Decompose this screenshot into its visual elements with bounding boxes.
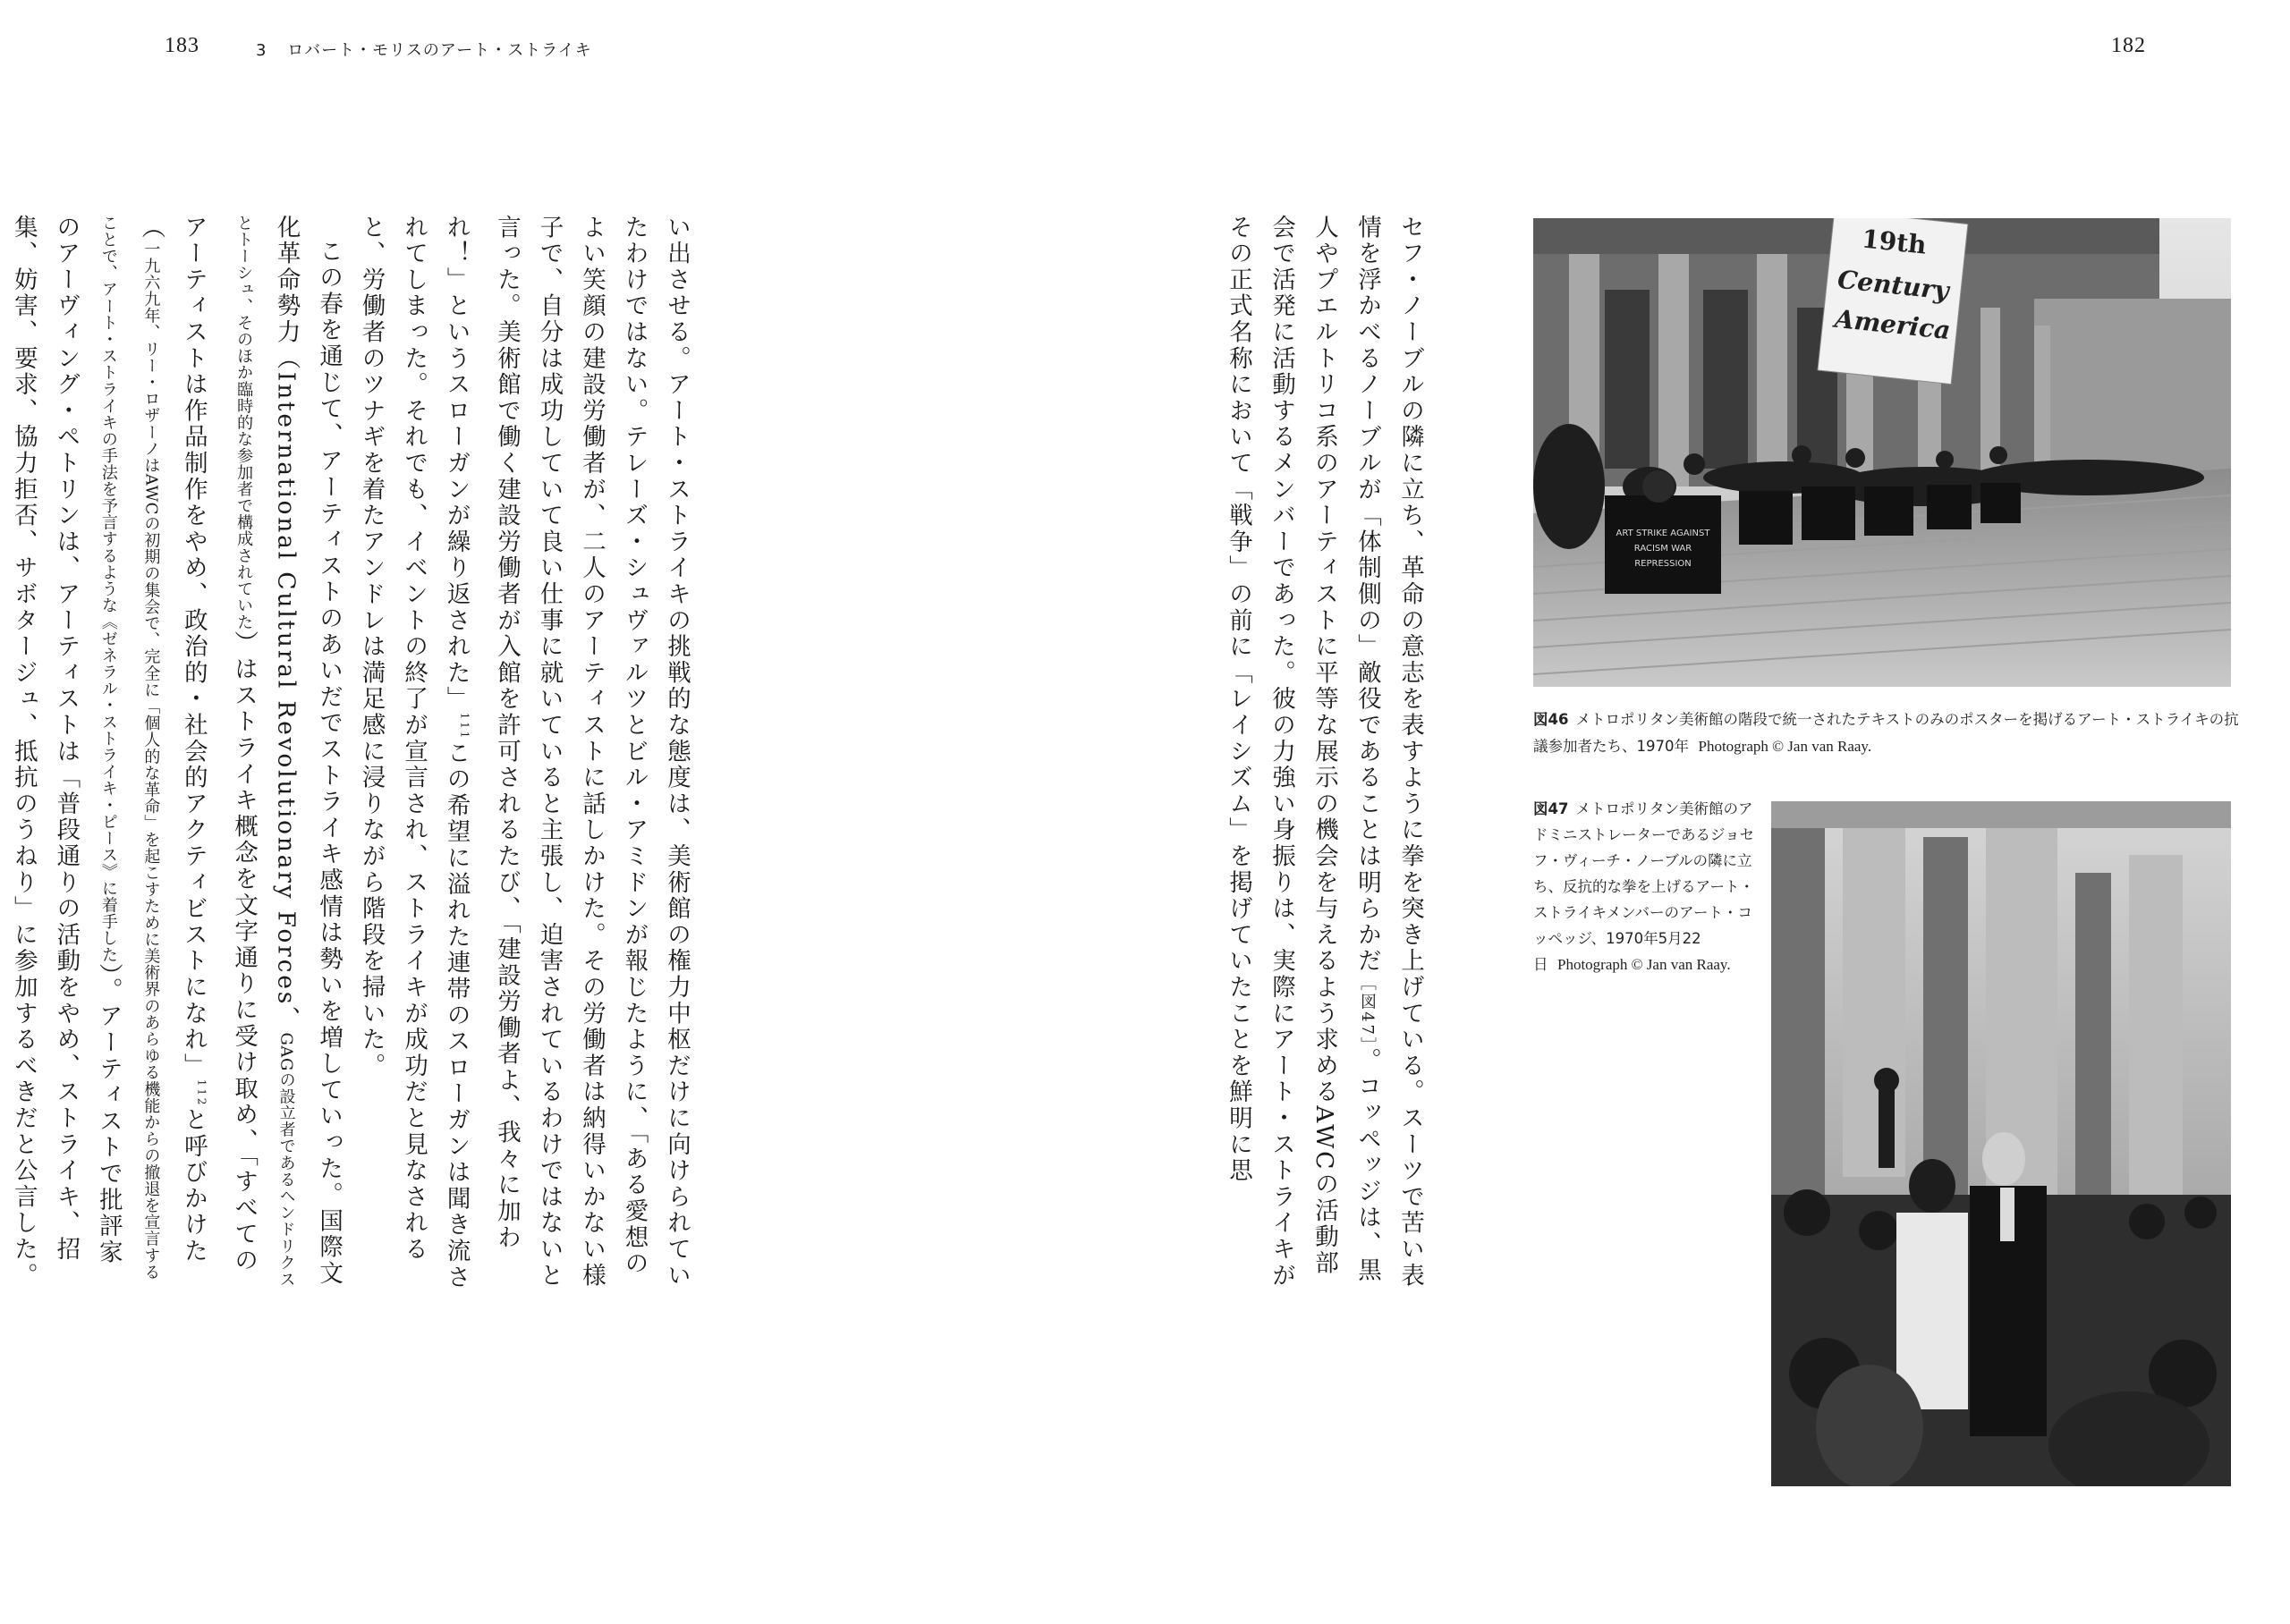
figure-46-photo bbox=[1533, 218, 2231, 687]
banner-line-3: America bbox=[1833, 303, 1952, 346]
footnote-marker-112: 112 bbox=[195, 1078, 208, 1108]
right-text-b: 。コッペッジは、黒人やプエルトリコ系のアーティストに平等な展示の機会を与えるよう求めるAWCの活動部会で活発に活動するメンバーであった。彼の力強い身振りは、実際にアート・ストライキがその正式名称において「戦争」の前に「レイシズム」を掲げていたことを鮮明に思 bbox=[1225, 215, 1381, 1290]
poster-text-line-1: ART STRIKE AGAINST bbox=[1616, 529, 1710, 538]
right-text-a: セフ・ノーブルの隣に立ち、革命の意志を表すように拳を突き上げている。スーツで苦い表情を浮かべるノーブルが「体制側の」敵役であることは明らかだ bbox=[1353, 215, 1424, 1290]
left-page-number: 183 bbox=[165, 34, 199, 57]
figure-47-caption-text: メトロポリタン美術館のアドミニストレーターであるジョセフ・ヴィーチ・ノーブルの隣に立ち、反抗的な拳を上げるアート・ストライキメンバーのアート・コッペッジ、1970年5月22日 bbox=[1533, 800, 1755, 973]
figure-47-label: 図47 bbox=[1533, 800, 1569, 817]
poster-text-line-3: REPRESSION bbox=[1634, 559, 1692, 569]
paragraph-1-text-b: この希望に溢れた連帯のスローガンは聞き流されてしまった。それでも、イベントの終了が宣言され、ストライキが成功だと見なされると、労働者のツナギを着たアンドレは満足感に浸りながら階段を掃いた。 bbox=[357, 215, 471, 1291]
figure-46-credit: Photograph © Jan van Raay. bbox=[1698, 738, 1872, 755]
footnote-marker-111: 111 bbox=[458, 712, 471, 741]
paragraph-2-text-b: ）はストライキ概念を文字通りに受け取め、「すべてのアーティストは作品制作をやめ、政治的・社会的アクティビストになれ」 bbox=[179, 215, 259, 1274]
paragraph-2-text-a: この春を通じて、アーティストのあいだでストライキ感情は勢いを増していった。国際文化革命勢力（International Cultural Revolutionary Forces、 bbox=[272, 215, 344, 1287]
right-page-body bbox=[1225, 215, 1431, 1291]
museum-steps-image bbox=[1533, 218, 2231, 687]
paragraph-1 bbox=[350, 215, 698, 1291]
right-paragraph bbox=[1217, 215, 1431, 1291]
figure-reference: ［図47］ bbox=[1358, 974, 1377, 1048]
paragraph-2-note-2: 一九六九年、リー・ロザーノはAWCの初期の集会で、完全に「個人的な革命」を起こすために美術界のあらゆる機能からの撤退を宣言することで、アート・ストライキの手法を予言するような《ゼネラル・ストライキ・ピース》に着手した bbox=[98, 215, 161, 1281]
protest-fist-image bbox=[1771, 801, 2231, 1486]
figure-47-photo bbox=[1771, 801, 2231, 1486]
running-head bbox=[256, 38, 592, 61]
figure-46-caption-text: メトロポリタン美術館の階段で統一されたテキストのみのポスターを掲げるアート・ストライキの抗議参加者たち、1970年 bbox=[1533, 711, 2239, 755]
poster-text-line-2: RACISM WAR bbox=[1633, 544, 1692, 554]
left-page-body bbox=[9, 215, 698, 1291]
banner-line-2: Century bbox=[1836, 264, 1951, 306]
paragraph-1-text-a: い出させる。アート・ストライキの挑戦的な態度は、美術館の権力中枢だけに向けられていたわけではない。テレーズ・シュヴァルツとビル・アミドンが報じたように、「ある愛想のよい笑顔の建設労働者が、二人のアーティストに話しかけた。その労働者は納得いかない様子で、自分は成功していて良い仕事に就いていると主張し、迫害されているわけではないと言った。美術館で働く建設労働者が入館を許可されるたび、「建設労働者よ、我々に加われ！」というスローガンが繰り返された」 bbox=[442, 215, 691, 1290]
right-page-number: 182 bbox=[2111, 34, 2146, 57]
banner-line-1: 19th bbox=[1860, 224, 1929, 260]
paragraph-2-text-c: と呼びかけた（ bbox=[137, 215, 208, 1265]
chapter-title: ロバート・モリスのアート・ストライキ bbox=[287, 41, 592, 60]
figure-46-caption bbox=[1533, 706, 2240, 760]
figure-46-label: 図46 bbox=[1533, 711, 1569, 728]
figure-47-caption bbox=[1533, 796, 1757, 977]
paragraph-2-text-d: ）。アーティストで批評家のアーヴィング・ペトリンは、アーティストは「普段通りの活動をやめ、ストライキ、招集、妨害、要求、協力拒否、サボタージュ、抵抗のうねり」に参加するべきだと公言した。 bbox=[9, 215, 123, 1290]
paragraph-2 bbox=[0, 215, 350, 1291]
paragraph-2-note-1: GAGの設立者であるヘンドリクスとトーシュ、そのほか臨時的な参加者で構成されていた bbox=[234, 215, 296, 1288]
chapter-number: 3 bbox=[256, 41, 267, 60]
figure-47-credit: Photograph © Jan van Raay. bbox=[1557, 956, 1731, 973]
